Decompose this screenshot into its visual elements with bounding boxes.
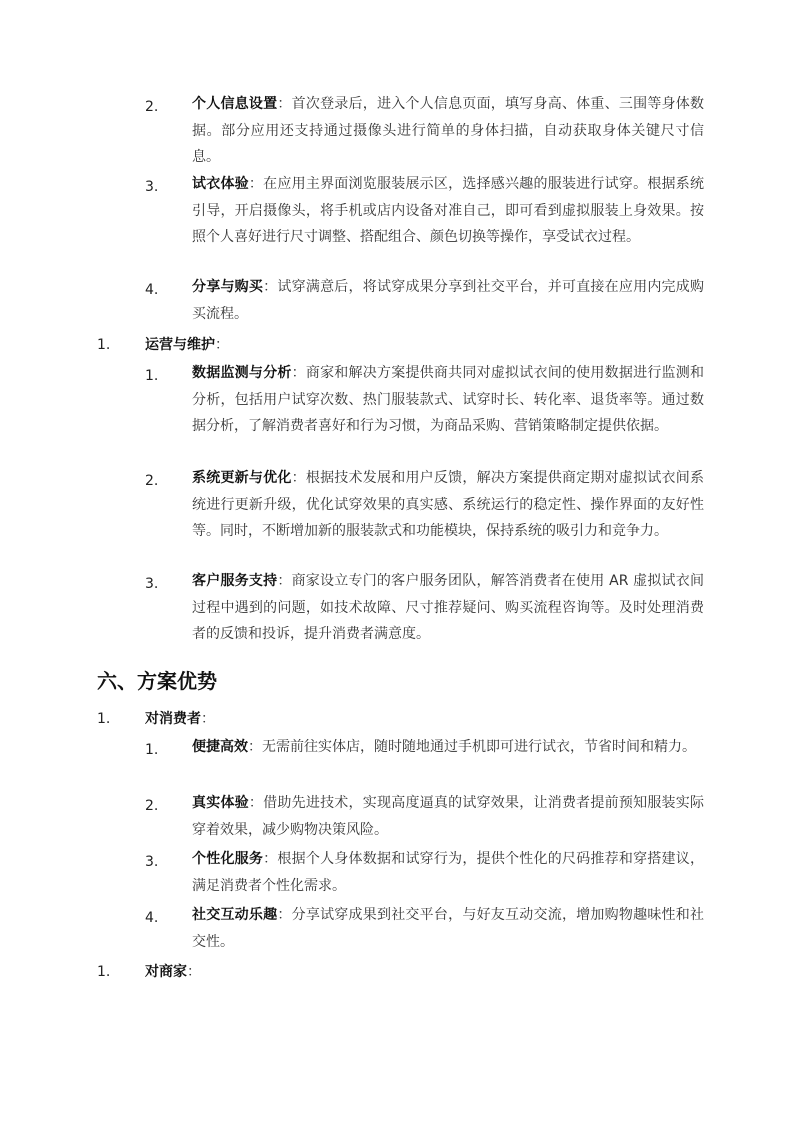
list-number: 1. (145, 742, 159, 758)
list-item-text (192, 360, 704, 440)
item-separator: ： (201, 711, 215, 727)
item-term: 个人信息设置 (192, 96, 278, 112)
item-term: 分享与购买 (192, 279, 264, 295)
list-item-text (192, 734, 704, 761)
list-number: 2. (145, 99, 159, 115)
item-body: 根据技术发展和用户反馈，解决方案提供商定期对虚拟试衣间系统进行更新升级，优化试穿效果的真实感、系统运行的稳定性、操作界面的友好性等。同时，不断增加新的服装款式和功能模块，保持系统的吸引力和竞争力。 (192, 470, 705, 539)
list-number: 1. (145, 368, 159, 384)
list-number: 3. (145, 854, 159, 870)
item-separator: ： (277, 96, 292, 112)
item-body: 分享试穿成果到社交平台，与好友互动交流，增加购物趣味性和社交性。 (192, 907, 705, 950)
item-body: 商家和解决方案提供商共同对虚拟试衣间的使用数据进行监测和分析，包括用户试穿次数、热门服装款式、试穿时长、转化率、退货率等。通过数据分析，了解消费者喜好和行为习惯，为商品采购、营销策略制定提供依据。 (192, 365, 705, 434)
item-body: 无需前往实体店，随时随地通过手机即可进行试衣，节省时间和精力。 (262, 739, 696, 755)
list-item-text (192, 91, 704, 171)
list-item-text (145, 336, 705, 355)
item-body: 借助先进技术，实现高度逼真的试穿效果，让消费者提前预知服装实际穿着效果，减少购物决策风险。 (192, 795, 705, 838)
list-item-text (192, 902, 704, 955)
list-item-text (145, 710, 705, 729)
item-term: 客户服务支持 (192, 573, 278, 589)
item-term: 真实体验 (192, 795, 249, 811)
item-term: 系统更新与优化 (192, 470, 292, 486)
item-separator: ： (277, 907, 292, 923)
item-body: 首次登录后，进入个人信息页面，填写身高、体重、三围等身体数据。部分应用还支持通过摄像头进行简单的身体扫描，自动获取身体关键尺寸信息。 (192, 96, 705, 165)
item-separator: ： (263, 279, 278, 295)
item-term: 社交互动乐趣 (192, 907, 278, 923)
item-body: 商家设立专门的客户服务团队，解答消费者在使用 AR 虚拟试衣间过程中遇到的问题，如技术故障、尺寸推荐疑问、购买流程咨询等。及时处理消费者的反馈和投诉，提升消费者满意度。 (192, 573, 705, 642)
list-item-text (192, 568, 704, 648)
item-term: 便捷高效 (192, 739, 248, 755)
list-item-text (145, 963, 705, 982)
section-heading: 六、方案优势 (97, 669, 217, 693)
list-number: 3. (145, 576, 159, 592)
list-number: 2. (145, 473, 159, 489)
item-separator: ： (248, 176, 264, 192)
list-item-text (192, 465, 704, 545)
item-separator: ： (291, 470, 306, 486)
list-number: 4. (145, 910, 159, 926)
item-term: 试衣体验 (192, 176, 249, 192)
list-number: 1. (97, 711, 111, 727)
item-separator: ： (263, 851, 278, 867)
list-item-text (192, 790, 704, 843)
list-number: 3. (145, 179, 159, 195)
item-body: 试穿满意后，将试穿成果分享到社交平台，并可直接在应用内完成购买流程。 (192, 279, 705, 322)
item-body: 根据个人身体数据和试穿行为，提供个性化的尺码推荐和穿搭建议，满足消费者个性化需求。 (192, 851, 705, 894)
item-separator: ： (187, 964, 201, 980)
list-number: 4. (145, 282, 159, 298)
list-item-text (192, 171, 704, 251)
item-term: 对消费者 (145, 711, 201, 727)
list-number: 2. (145, 798, 159, 814)
list-item-text (192, 274, 704, 327)
item-term: 数据监测与分析 (192, 365, 292, 381)
item-separator: ： (248, 795, 264, 811)
list-number: 1. (97, 964, 111, 980)
list-item-text (192, 846, 704, 899)
item-term: 个性化服务 (192, 851, 264, 867)
item-separator: ： (277, 573, 292, 589)
item-term: 运营与维护 (145, 337, 215, 353)
item-separator: ： (215, 337, 229, 353)
item-separator: ： (248, 739, 262, 755)
item-term: 对商家 (145, 964, 187, 980)
list-number: 1. (97, 337, 111, 353)
item-body: 在应用主界面浏览服装展示区，选择感兴趣的服装进行试穿。根据系统引导，开启摄像头，将手机或店内设备对准自己，即可看到虚拟服装上身效果。按照个人喜好进行尺寸调整、搭配组合、颜色切换等操作，享受试衣过程。 (192, 176, 705, 245)
item-separator: ： (291, 365, 306, 381)
